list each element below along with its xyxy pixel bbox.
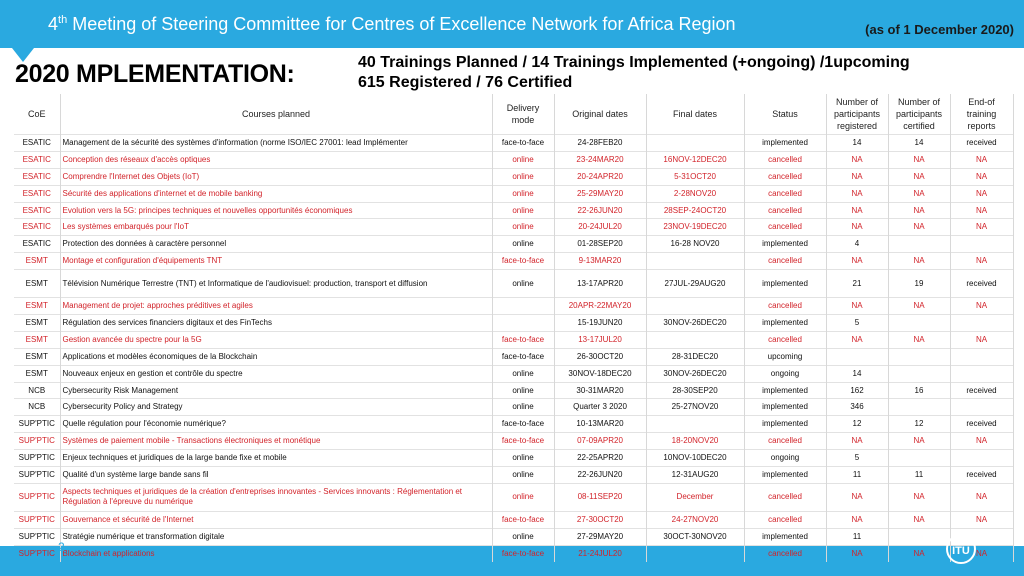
cell-report-status: [950, 399, 1013, 416]
cell-coe: ESATIC: [14, 168, 60, 185]
cell-certified-count: 19: [888, 270, 950, 298]
cell-final-dates: 30OCT-30NOV20: [646, 528, 744, 545]
cell-coe: ESATIC: [14, 185, 60, 202]
cell-delivery-mode: face-to-face: [492, 416, 554, 433]
cell-final-dates: 27JUL-29AUG20: [646, 270, 744, 298]
cell-coe: ESATIC: [14, 202, 60, 219]
cell-coe: ESATIC: [14, 219, 60, 236]
table-row: [14, 382, 1013, 399]
cell-certified-count: [888, 450, 950, 467]
cell-delivery-mode: [492, 298, 554, 315]
cell-course: Systèmes de paiement mobile - Transactions électroniques et monétique: [60, 433, 492, 450]
cell-course: Protection des données à caractère personnel: [60, 236, 492, 253]
table-row: [14, 399, 1013, 416]
cell-course: Management de projet: approches préditives et agiles: [60, 298, 492, 315]
cell-registered-count: NA: [826, 151, 888, 168]
cell-delivery-mode: face-to-face: [492, 253, 554, 270]
cell-original-dates: 22-26JUN20: [554, 467, 646, 484]
cell-status: implemented: [744, 399, 826, 416]
cell-certified-count: [888, 399, 950, 416]
cell-coe: ESMT: [14, 331, 60, 348]
cell-report-status: [950, 365, 1013, 382]
cell-delivery-mode: online: [492, 399, 554, 416]
cell-final-dates: [646, 416, 744, 433]
cell-certified-count: NA: [888, 298, 950, 315]
cell-course: Management de la sécurité des systèmes d'information (norme ISO/IEC 27001: lead Implémenter: [60, 135, 492, 152]
table-row: [14, 483, 1013, 511]
cell-final-dates: 2-28NOV20: [646, 185, 744, 202]
cell-registered-count: NA: [826, 545, 888, 561]
cell-status: upcoming: [744, 348, 826, 365]
cell-report-status: NA: [950, 483, 1013, 511]
cell-status: cancelled: [744, 185, 826, 202]
table-row: [14, 253, 1013, 270]
cell-final-dates: [646, 253, 744, 270]
cell-registered-count: 346: [826, 399, 888, 416]
cell-course: Enjeux techniques et juridiques de la large bande fixe et mobile: [60, 450, 492, 467]
col-status: Status: [744, 94, 826, 135]
cell-report-status: NA: [950, 433, 1013, 450]
cell-delivery-mode: online: [492, 483, 554, 511]
cell-report-status: received: [950, 135, 1013, 152]
cell-certified-count: NA: [888, 253, 950, 270]
cell-final-dates: 16-28 NOV20: [646, 236, 744, 253]
cell-course: Gestion avancée du spectre pour la 5G: [60, 331, 492, 348]
cell-final-dates: 23NOV-19DEC20: [646, 219, 744, 236]
table-row: [14, 135, 1013, 152]
cell-original-dates: 08-11SEP20: [554, 483, 646, 511]
table-row: [14, 219, 1013, 236]
cell-original-dates: 13-17APR20: [554, 270, 646, 298]
cell-final-dates: 28-30SEP20: [646, 382, 744, 399]
cell-original-dates: 07-09APR20: [554, 433, 646, 450]
cell-final-dates: 10NOV-10DEC20: [646, 450, 744, 467]
cell-status: cancelled: [744, 298, 826, 315]
page-title: 2020 MPLEMENTATION:: [15, 60, 295, 88]
cell-final-dates: [646, 135, 744, 152]
cell-course: Qualité d'un système large bande sans fil: [60, 467, 492, 484]
cell-original-dates: 26-30OCT20: [554, 348, 646, 365]
table-row: [14, 315, 1013, 332]
cell-registered-count: NA: [826, 202, 888, 219]
cell-course: Conception des réseaux d'accès optiques: [60, 151, 492, 168]
cell-report-status: [950, 236, 1013, 253]
cell-original-dates: 27-29MAY20: [554, 528, 646, 545]
cell-certified-count: 14: [888, 135, 950, 152]
table-row: [14, 151, 1013, 168]
table-row: [14, 511, 1013, 528]
cell-certified-count: NA: [888, 483, 950, 511]
cell-report-status: NA: [950, 253, 1013, 270]
cell-course: Quelle régulation pour l'économie numérique?: [60, 416, 492, 433]
cell-report-status: NA: [950, 219, 1013, 236]
cell-certified-count: NA: [888, 202, 950, 219]
cell-course: Cybersecurity Risk Management: [60, 382, 492, 399]
cell-status: cancelled: [744, 483, 826, 511]
table-row: [14, 528, 1013, 545]
cell-report-status: received: [950, 467, 1013, 484]
cell-certified-count: [888, 365, 950, 382]
cell-certified-count: 11: [888, 467, 950, 484]
cell-report-status: received: [950, 416, 1013, 433]
cell-coe: SUP'PTIC: [14, 511, 60, 528]
cell-report-status: NA: [950, 185, 1013, 202]
cell-coe: SUP'PTIC: [14, 433, 60, 450]
cell-final-dates: 28SEP-24OCT20: [646, 202, 744, 219]
cell-final-dates: 30NOV-26DEC20: [646, 365, 744, 382]
cell-final-dates: 18-20NOV20: [646, 433, 744, 450]
cell-registered-count: NA: [826, 483, 888, 511]
cell-certified-count: NA: [888, 511, 950, 528]
cell-registered-count: 21: [826, 270, 888, 298]
cell-coe: ESMT: [14, 270, 60, 298]
cell-delivery-mode: online: [492, 467, 554, 484]
training-table: [14, 94, 1014, 562]
cell-registered-count: NA: [826, 219, 888, 236]
cell-report-status: received: [950, 270, 1013, 298]
cell-original-dates: 13-17JUL20: [554, 331, 646, 348]
table-row: [14, 467, 1013, 484]
cell-status: ongoing: [744, 365, 826, 382]
cell-original-dates: 01-28SEP20: [554, 236, 646, 253]
cell-registered-count: 14: [826, 365, 888, 382]
cell-delivery-mode: online: [492, 270, 554, 298]
table-row: [14, 545, 1013, 561]
cell-status: implemented: [744, 528, 826, 545]
cell-course: Télévision Numérique Terrestre (TNT) et Informatique de l'audiovisuel: production, transport et diffusion: [60, 270, 492, 298]
cell-coe: ESMT: [14, 365, 60, 382]
cell-registered-count: 5: [826, 450, 888, 467]
cell-status: cancelled: [744, 219, 826, 236]
cell-report-status: NA: [950, 298, 1013, 315]
table-row: [14, 185, 1013, 202]
cell-report-status: NA: [950, 202, 1013, 219]
cell-coe: NCB: [14, 399, 60, 416]
cell-final-dates: 16NOV-12DEC20: [646, 151, 744, 168]
cell-certified-count: NA: [888, 168, 950, 185]
cell-certified-count: NA: [888, 185, 950, 202]
cell-status: ongoing: [744, 450, 826, 467]
cell-final-dates: 5-31OCT20: [646, 168, 744, 185]
cell-certified-count: NA: [888, 151, 950, 168]
cell-original-dates: 20APR-22MAY20: [554, 298, 646, 315]
cell-coe: SUP'PTIC: [14, 528, 60, 545]
cell-delivery-mode: online: [492, 528, 554, 545]
col-coe: CoE: [14, 94, 60, 135]
cell-coe: SUP'PTIC: [14, 450, 60, 467]
table-header-row: [14, 94, 1013, 135]
itu-logo: ITU: [946, 534, 976, 564]
cell-report-status: [950, 315, 1013, 332]
cell-course: Blockchain et applications: [60, 545, 492, 561]
table-row: [14, 416, 1013, 433]
col-certified: Number of participants certified: [888, 94, 950, 135]
cell-delivery-mode: face-to-face: [492, 545, 554, 561]
meeting-title: 4th Meeting of Steering Committee for Centres of Excellence Network for Africa Region: [48, 14, 736, 34]
cell-original-dates: 10-13MAR20: [554, 416, 646, 433]
table-row: [14, 202, 1013, 219]
table-row: [14, 348, 1013, 365]
cell-coe: ESMT: [14, 348, 60, 365]
cell-coe: ESMT: [14, 315, 60, 332]
cell-original-dates: 22-25APR20: [554, 450, 646, 467]
cell-status: implemented: [744, 315, 826, 332]
cell-original-dates: 24-28FEB20: [554, 135, 646, 152]
cell-status: implemented: [744, 236, 826, 253]
cell-status: implemented: [744, 382, 826, 399]
cell-report-status: NA: [950, 545, 1013, 561]
cell-delivery-mode: online: [492, 185, 554, 202]
cell-original-dates: Quarter 3 2020: [554, 399, 646, 416]
table-row: [14, 433, 1013, 450]
cell-delivery-mode: face-to-face: [492, 135, 554, 152]
table-row: [14, 365, 1013, 382]
cell-report-status: NA: [950, 168, 1013, 185]
cell-status: implemented: [744, 135, 826, 152]
cell-original-dates: 15-19JUN20: [554, 315, 646, 332]
cell-status: implemented: [744, 467, 826, 484]
cell-course: Applications et modèles économiques de la Blockchain: [60, 348, 492, 365]
cell-original-dates: 30NOV-18DEC20: [554, 365, 646, 382]
cell-certified-count: [888, 348, 950, 365]
cell-delivery-mode: online: [492, 382, 554, 399]
cell-delivery-mode: [492, 315, 554, 332]
cell-final-dates: 30NOV-26DEC20: [646, 315, 744, 332]
cell-status: implemented: [744, 270, 826, 298]
cell-final-dates: 25-27NOV20: [646, 399, 744, 416]
cell-certified-count: [888, 315, 950, 332]
cell-status: implemented: [744, 416, 826, 433]
cell-report-status: [950, 450, 1013, 467]
col-courses: Courses planned: [60, 94, 492, 135]
cell-status: cancelled: [744, 151, 826, 168]
col-final-dates: Final dates: [646, 94, 744, 135]
cell-final-dates: [646, 331, 744, 348]
cell-original-dates: 21-24JUL20: [554, 545, 646, 561]
cell-registered-count: 5: [826, 315, 888, 332]
cell-course: Gouvernance et sécurité de l'Internet: [60, 511, 492, 528]
cell-status: cancelled: [744, 168, 826, 185]
cell-course: Nouveaux enjeux en gestion et contrôle du spectre: [60, 365, 492, 382]
cell-original-dates: 23-24MAR20: [554, 151, 646, 168]
cell-course: Comprendre l'Internet des Objets (IoT): [60, 168, 492, 185]
cell-original-dates: 20-24JUL20: [554, 219, 646, 236]
cell-original-dates: 30-31MAR20: [554, 382, 646, 399]
cell-delivery-mode: online: [492, 450, 554, 467]
cell-course: Stratégie numérique et transformation digitale: [60, 528, 492, 545]
cell-delivery-mode: face-to-face: [492, 348, 554, 365]
cell-delivery-mode: online: [492, 202, 554, 219]
cell-course: Aspects techniques et juridiques de la création d'entreprises innovantes - Services innovants : Réglementation et Régulation à l'épreuve du numérique: [60, 483, 492, 511]
cell-registered-count: NA: [826, 298, 888, 315]
cell-certified-count: NA: [888, 331, 950, 348]
cell-status: cancelled: [744, 331, 826, 348]
cell-certified-count: 16: [888, 382, 950, 399]
summary-line-trainings: 40 Trainings Planned / 14 Trainings Implemented (+ongoing) /1upcoming: [358, 54, 910, 71]
cell-status: cancelled: [744, 202, 826, 219]
cell-original-dates: 9-13MAR20: [554, 253, 646, 270]
cell-registered-count: 162: [826, 382, 888, 399]
cell-final-dates: 28-31DEC20: [646, 348, 744, 365]
col-registered: Number of participants registered: [826, 94, 888, 135]
cell-final-dates: [646, 298, 744, 315]
cell-coe: ESATIC: [14, 135, 60, 152]
cell-course: Sécurité des applications d'internet et de mobile banking: [60, 185, 492, 202]
cell-registered-count: NA: [826, 511, 888, 528]
col-original-dates: Original dates: [554, 94, 646, 135]
table-row: [14, 270, 1013, 298]
cell-final-dates: [646, 545, 744, 561]
cell-delivery-mode: online: [492, 219, 554, 236]
cell-delivery-mode: face-to-face: [492, 511, 554, 528]
cell-coe: SUP'PTIC: [14, 416, 60, 433]
cell-coe: SUP'PTIC: [14, 467, 60, 484]
cell-original-dates: 22-26JUN20: [554, 202, 646, 219]
cell-coe: ESMT: [14, 253, 60, 270]
cell-final-dates: 24-27NOV20: [646, 511, 744, 528]
cell-original-dates: 20-24APR20: [554, 168, 646, 185]
cell-registered-count: 11: [826, 467, 888, 484]
cell-registered-count: 11: [826, 528, 888, 545]
table-row: [14, 331, 1013, 348]
cell-final-dates: December: [646, 483, 744, 511]
cell-report-status: NA: [950, 151, 1013, 168]
cell-course: Régulation des services financiers digitaux et des FinTechs: [60, 315, 492, 332]
cell-delivery-mode: online: [492, 168, 554, 185]
cell-status: cancelled: [744, 511, 826, 528]
table-row: [14, 236, 1013, 253]
table-row: [14, 298, 1013, 315]
cell-delivery-mode: face-to-face: [492, 331, 554, 348]
summary-line-registered: 615 Registered / 76 Certified: [358, 74, 573, 91]
cell-certified-count: 12: [888, 416, 950, 433]
cell-report-status: NA: [950, 331, 1013, 348]
cell-coe: ESMT: [14, 298, 60, 315]
cell-registered-count: NA: [826, 331, 888, 348]
cell-report-status: [950, 348, 1013, 365]
cell-certified-count: NA: [888, 219, 950, 236]
cell-coe: ESATIC: [14, 151, 60, 168]
cell-registered-count: NA: [826, 433, 888, 450]
cell-status: cancelled: [744, 545, 826, 561]
cell-registered-count: NA: [826, 185, 888, 202]
cell-course: Les systèmes embarqués pour l'IoT: [60, 219, 492, 236]
cell-registered-count: 4: [826, 236, 888, 253]
cell-registered-count: 14: [826, 135, 888, 152]
col-delivery: Delivery mode: [492, 94, 554, 135]
cell-coe: NCB: [14, 382, 60, 399]
cell-course: Cybersecurity Policy and Strategy: [60, 399, 492, 416]
cell-registered-count: [826, 348, 888, 365]
col-reports: End-of training reports: [950, 94, 1013, 135]
cell-delivery-mode: online: [492, 236, 554, 253]
cell-course: Evolution vers la 5G: principes techniques et nouvelles opportunités économiques: [60, 202, 492, 219]
cell-status: cancelled: [744, 433, 826, 450]
cell-registered-count: 12: [826, 416, 888, 433]
cell-course: Montage et configuration d'équipements TNT: [60, 253, 492, 270]
table-row: [14, 450, 1013, 467]
cell-delivery-mode: online: [492, 151, 554, 168]
cell-registered-count: NA: [826, 253, 888, 270]
cell-delivery-mode: face-to-face: [492, 433, 554, 450]
cell-coe: SUP'PTIC: [14, 483, 60, 511]
cell-delivery-mode: online: [492, 365, 554, 382]
cell-coe: SUP'PTIC: [14, 545, 60, 561]
cell-original-dates: 27-30OCT20: [554, 511, 646, 528]
cell-original-dates: 25-29MAY20: [554, 185, 646, 202]
table-row: [14, 168, 1013, 185]
as-of-date: (as of 1 December 2020): [865, 22, 1014, 37]
cell-registered-count: NA: [826, 168, 888, 185]
cell-certified-count: NA: [888, 433, 950, 450]
cell-certified-count: [888, 236, 950, 253]
cell-coe: ESATIC: [14, 236, 60, 253]
header-bar: [0, 0, 1024, 48]
cell-report-status: received: [950, 382, 1013, 399]
summary-block: [358, 53, 910, 93]
cell-certified-count: NA: [888, 545, 950, 561]
page-number: 2: [58, 540, 65, 554]
cell-report-status: NA: [950, 511, 1013, 528]
cell-final-dates: 12-31AUG20: [646, 467, 744, 484]
cell-certified-count: [888, 528, 950, 545]
cell-status: cancelled: [744, 253, 826, 270]
